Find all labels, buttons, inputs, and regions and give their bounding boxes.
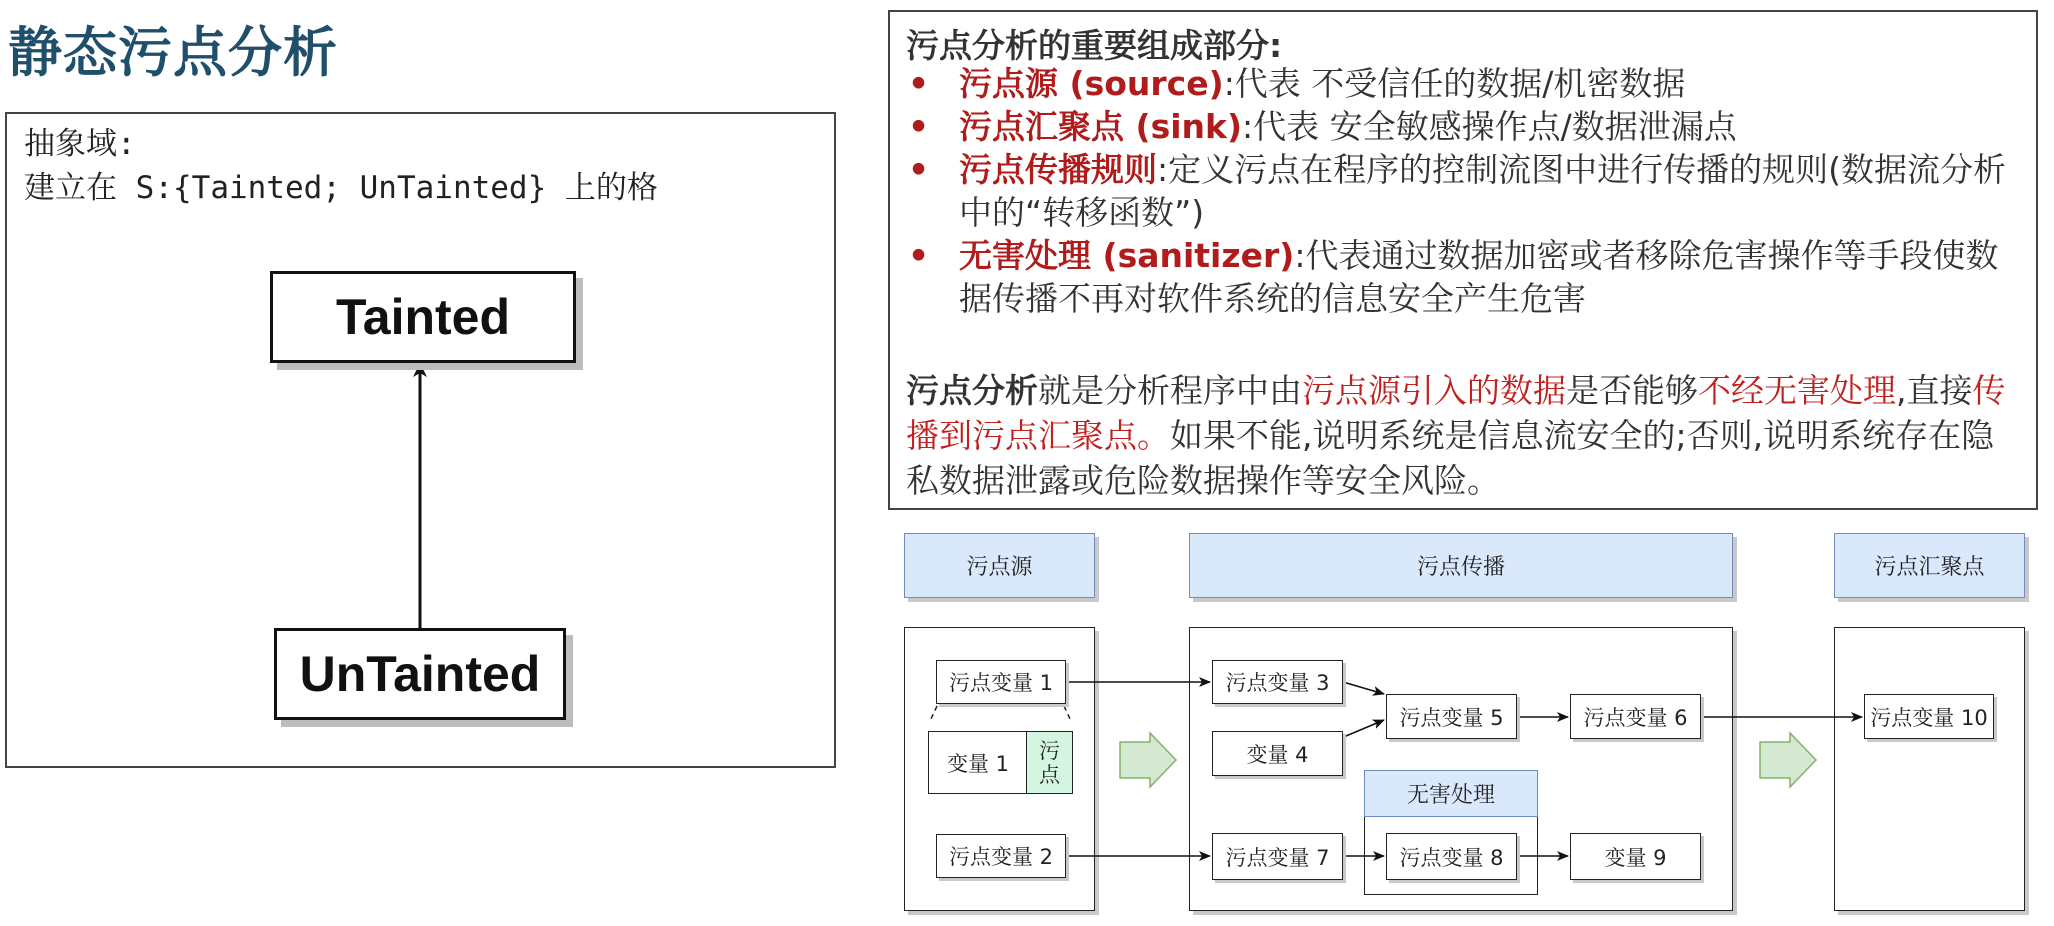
node-var-4: 变量 4 xyxy=(1212,731,1343,776)
stage-header-sink: 污点汇聚点 xyxy=(1834,533,2025,598)
term-sanitizer: 无害处理 (sanitizer) xyxy=(959,236,1295,275)
node-taint-var-1: 污点变量 1 xyxy=(936,660,1066,704)
summary-highlight: 不经无害处理 xyxy=(1698,371,1896,410)
term-desc: :代表通过数据加密或者移除危害操作等手段使数据传播不再对软件系统的信息安全产生危害 xyxy=(959,236,1999,318)
sanitizer-label: 无害处理 xyxy=(1364,770,1538,817)
node-taint-var-8: 污点变量 8 xyxy=(1386,833,1517,880)
summary-text: ,直接 xyxy=(1896,371,1973,410)
bullet-dot: • xyxy=(908,64,930,103)
node-taint-var-6: 污点变量 6 xyxy=(1570,694,1701,739)
taint-tag-text: 污 点 xyxy=(1039,738,1060,787)
term-sink: 污点汇聚点 (sink) xyxy=(959,107,1243,146)
node-taint-var-2: 污点变量 2 xyxy=(936,834,1066,878)
expansion-bracket xyxy=(930,706,1071,721)
node-taint-var-10: 污点变量 10 xyxy=(1864,694,1994,739)
node-var-1: 变量 1 xyxy=(928,731,1028,794)
domain-label: 抽象域: xyxy=(24,126,136,162)
stage-arrow xyxy=(1760,733,1816,787)
term-desc: :代表 不受信任的数据/机密数据 xyxy=(1223,64,1686,103)
term-propagation-rule: 污点传播规则 xyxy=(959,150,1157,189)
node-taint-var-7: 污点变量 7 xyxy=(1212,833,1343,880)
stage-arrow xyxy=(1120,733,1176,787)
summary-text: 就是分析程序中由 xyxy=(1038,371,1302,410)
summary-highlight: 污点源引入的数据 xyxy=(1302,371,1566,410)
bullet-dot: • xyxy=(908,107,930,146)
domain-description: 建立在 S:{Tainted; UnTainted} 上的格 xyxy=(24,170,658,206)
term-source: 污点源 (source) xyxy=(959,64,1224,103)
node-taint-var-3: 污点变量 3 xyxy=(1212,660,1343,704)
term-desc: :定义污点在程序的控制流图中进行传播的规则(数据流分析中的“转移函数”) xyxy=(959,150,2006,232)
summary-text: 是否能够 xyxy=(1566,371,1698,410)
bullet-dot: • xyxy=(908,150,930,189)
summary-text: 如果不能,说明系统是信息流安全的;否则,说明系统存在隐私数据泄露或危险数据操作等安全风险。 xyxy=(906,416,1995,500)
node-taint-var-5: 污点变量 5 xyxy=(1386,694,1517,739)
page-title: 静态污点分析 xyxy=(8,21,338,84)
summary-highlight: 传播到污点汇聚点。 xyxy=(906,371,2006,455)
summary-lead: 污点分析 xyxy=(906,371,1038,410)
bullet-dot: • xyxy=(908,236,930,275)
edge-v3-v5 xyxy=(1343,682,1384,694)
stage-header-propagation: 污点传播 xyxy=(1189,533,1733,598)
term-desc: :代表 安全敏感操作点/数据泄漏点 xyxy=(1242,107,1737,146)
lattice-node-tainted: Tainted xyxy=(270,271,576,363)
lattice-node-untainted: UnTainted xyxy=(274,628,566,720)
info-heading: 污点分析的重要组成部分: xyxy=(906,26,1283,65)
taint-tag xyxy=(1026,731,1073,794)
node-var-9: 变量 9 xyxy=(1570,833,1701,880)
stage-header-source: 污点源 xyxy=(904,533,1095,598)
